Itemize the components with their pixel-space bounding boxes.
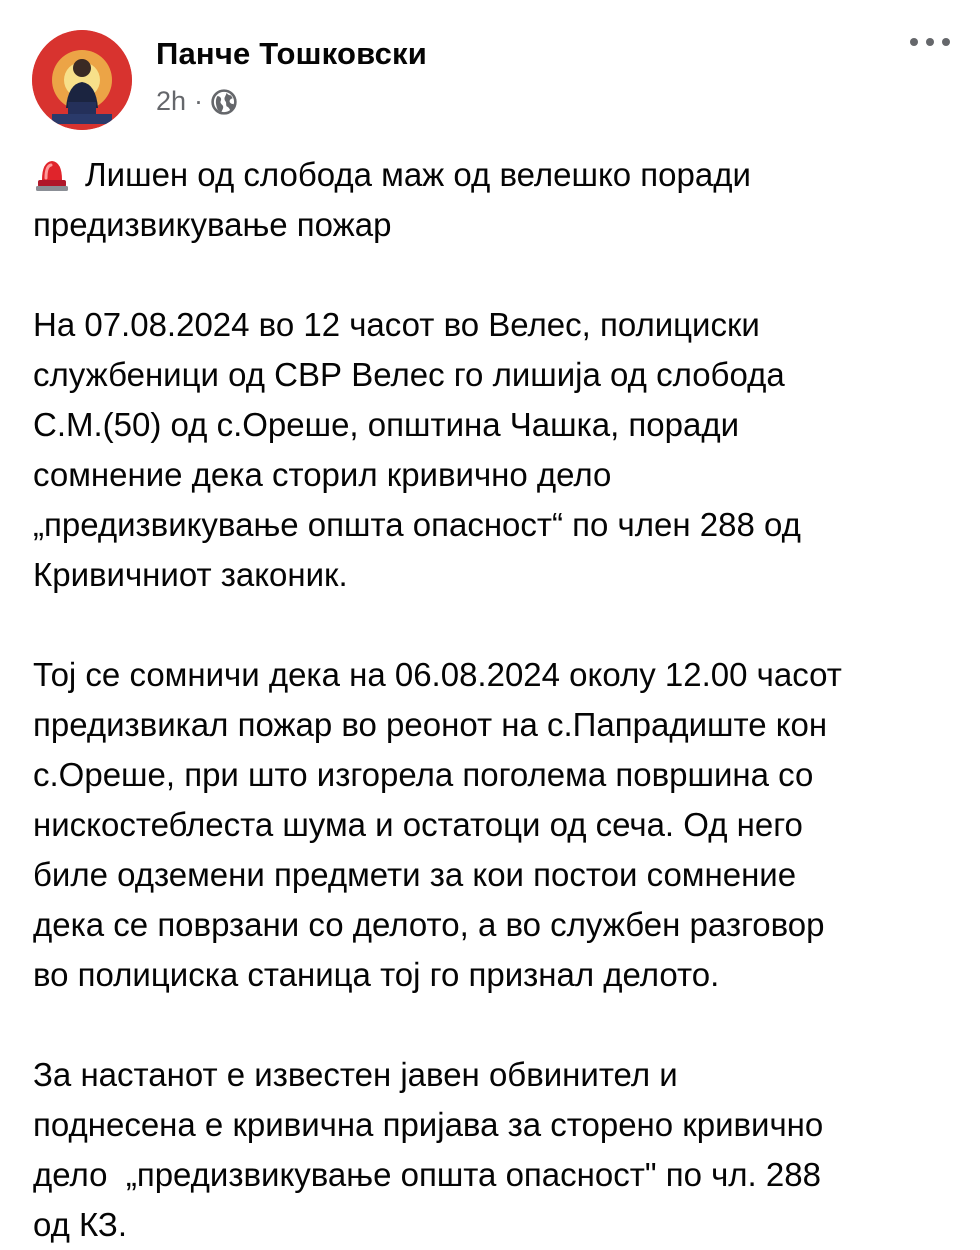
more-options-button[interactable] <box>910 38 950 46</box>
paragraph-1-line: службеници од СВР Велес го лишија од слобода <box>33 356 785 393</box>
post-time[interactable]: 2h <box>156 86 187 116</box>
paragraph-1-line: „предизвикување општа опасност“ по член 288 од <box>33 506 801 543</box>
meta-separator: · <box>194 86 204 116</box>
paragraph-gap <box>33 600 953 650</box>
paragraph-3 <box>33 1050 953 1250</box>
post-headline <box>33 150 953 250</box>
paragraph-2-line: биле одземени предмети за кои постои сомнение <box>33 856 797 893</box>
paragraph-2 <box>33 650 953 1000</box>
avatar-photo <box>32 30 132 130</box>
paragraph-2-line: Тој се сомничи дека на 06.08.2024 околу 12.00 часот <box>33 656 842 693</box>
post-body <box>33 150 953 1250</box>
author-name[interactable]: Панче Тошковски <box>156 36 427 71</box>
paragraph-1-line: С.М.(50) од с.Ореше, општина Чашка, поради <box>33 406 740 443</box>
globe-icon[interactable] <box>211 89 237 115</box>
paragraph-3-line: За настанот е известен јавен обвинител и <box>33 1056 678 1093</box>
paragraph-1-line: сомнение дека сторил кривично дело <box>33 456 612 493</box>
siren-icon <box>33 156 71 192</box>
more-dot <box>910 38 918 46</box>
headline-line-2: предизвикување пожар <box>33 206 392 243</box>
paragraph-2-line: нискостеблеста шума и остатоци од сеча. Од него <box>33 806 803 843</box>
paragraph-3-line: поднесена е кривична пријава за сторено кривично <box>33 1106 824 1143</box>
paragraph-3-line: дело „предизвикување општа опасност" по чл. 288 <box>33 1156 821 1193</box>
paragraph-2-line: дека се поврзани со делото, а во службен разговор <box>33 906 825 943</box>
paragraph-1-line: На 07.08.2024 во 12 часот во Велес, полициски <box>33 306 760 343</box>
paragraph-2-line: с.Ореше, при што изгорела поголема површина со <box>33 756 814 793</box>
paragraph-gap <box>33 1000 953 1050</box>
more-dot <box>942 38 950 46</box>
paragraph-1-line: Кривичниот законик. <box>33 556 348 593</box>
headline-line-1: Лишен од слобода маж од велешко поради <box>85 156 751 193</box>
avatar[interactable] <box>32 30 132 130</box>
paragraph-2-line: во полициска станица тој го признал делото. <box>33 956 720 993</box>
paragraph-2-line: предизвикал пожар во реонот на с.Папрадиште кон <box>33 706 828 743</box>
more-dot <box>926 38 934 46</box>
post-meta <box>156 86 237 117</box>
paragraph-1 <box>33 300 953 600</box>
paragraph-3-line: од КЗ. <box>33 1206 128 1243</box>
paragraph-gap <box>33 250 953 300</box>
post-header <box>32 30 960 130</box>
